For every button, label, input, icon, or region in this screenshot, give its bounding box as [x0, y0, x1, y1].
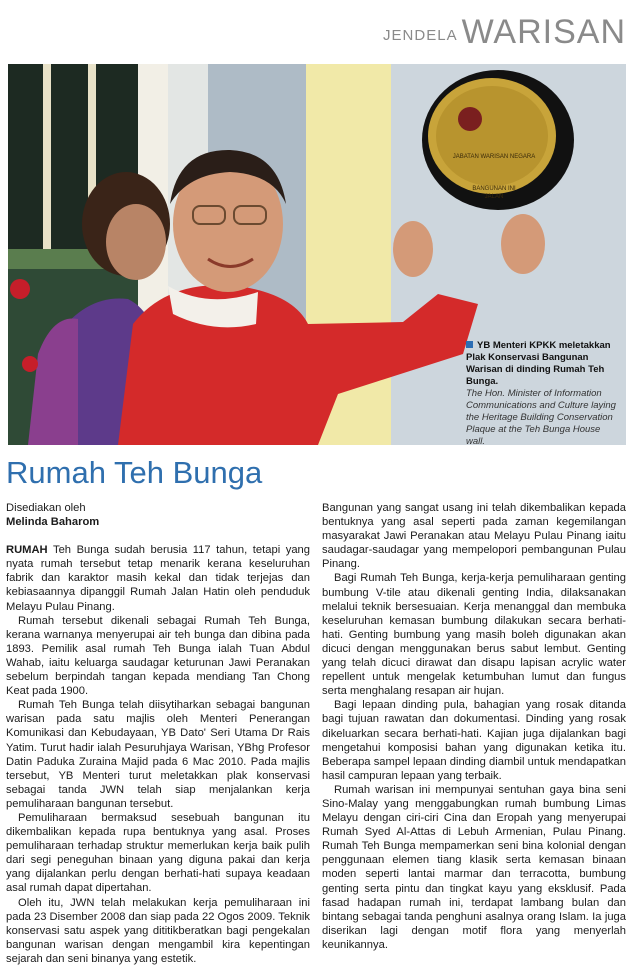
section-kicker: JENDELA [383, 27, 458, 44]
plaque-text-3: JALAN [484, 194, 504, 200]
section-brand: WARISAN [461, 13, 626, 51]
byline [6, 501, 310, 529]
plaque-text-2: BANGUNAN INI [472, 186, 516, 192]
magazine-section-header [383, 10, 626, 50]
paragraph: Bagi lepaan dinding pula, bahagian yang rosak ditanda bagi tujuan rawatan dan dokumentasi. Dinding yang rosak dikeluarkan secara berhati-hati. Kajian juga dijalankan bagi mengetahui komposisi bahan yang digunakan ketika itu. Beberapa sampel lepaan dinding diambil untuk mendapatkan hasil campuran lepaan yang terbaik. [322, 699, 626, 782]
paragraph: Pemuliharaan bermaksud sesebuah bangunan itu dikembalikan kepada rupa bentuknya yang asal. Proses pemuliharaan terhadap struktur memerlukan kerja baik pulih dari segi peneguhan binaan yang diguna pakai dan kerja yang dijalankan perlu dengan berhati-hati supaya keadaan asal rumah dapat dipertahan. [6, 811, 310, 895]
article-column-right [322, 501, 626, 952]
article-title: Rumah Teh Bunga [6, 455, 263, 490]
paragraph: Rumah tersebut dikenali sebagai Rumah Teh Bunga, kerana warnanya menyerupai air teh bunga dan dibina pada 1893. Pemilik asal rumah Teh Bunga ialah Tuan Abdul Wahab, iaitu keluarga saudagar keturunan Jawi Peranakan sebelum berpindah tangan kepada mendiang Tan Chong Keat pada 1900. [6, 614, 310, 698]
paragraph: Rumah Teh Bunga telah diisytiharkan sebagai bangunan warisan pada satu majlis oleh Menteri Penerangan Komunikasi dan Kebudayaan, YB Dato' Seri Utama Dr Rais Yatim. Turut hadir ialah Pesuruhjaya Warisan, YBhg Profesor Datin Paduka Zuraina Majid pada 6 Mac 2010. Pada majlis tersebut, YB Menteri turut meletakkan plak konservasi sebagai tanda JWN telah siap menjalankan kerja pemuliharaan bangunan tersebut. [6, 699, 310, 810]
photo-caption [466, 340, 618, 448]
caption-english: The Hon. Minister of Information Communications and Culture laying the Heritage Building Conservation Plaque at the Teh Bunga House wall. [466, 388, 616, 447]
plaque-text-1: JABATAN WARISAN NEGARA [452, 154, 536, 160]
lead-word: RUMAH [6, 544, 48, 557]
paragraph: Oleh itu, JWN telah melakukan kerja pemuliharaan ini pada 23 Disember 2008 dan siap pada 22 Ogos 2009. Teknik konservasi satu aspek yang dititikberatkan bagi pengekalan bangunan warisan dengan mengambil kira kepentingan sejarah dan seni binanya yang estetik. [6, 896, 310, 965]
caption-malay: YB Menteri KPKK meletakkan Plak Konservasi Bangunan Warisan di dinding Rumah Teh Bunga. [466, 340, 611, 387]
paragraph: Rumah warisan ini mempunyai sentuhan gaya bina seni Sino-Malay yang menggabungkan rumah bumbung Limas Melayu dengan ciri-ciri Cina dan Eropah yang menyerupai Rumah Syed Al-Attas di Lebuh Armenian, Pulau Pinang. Rumah Teh Bunga mempamerkan seni bina kolonial dengan penggunaan elemen tiang klasik serta kemasan binaan moden seperti lantai marmar dan terracotta, bumbung genting serta pintu dan tingkat kayu yang eksklusif. Pada fasad hadapan rumah ini, terdapat lambang bulan dan bintang sebagai tanda penghuni asalnya orang Islam. Ia juga diserikan lagi dengan motif flora yang menyerlah keunikannya. [322, 783, 626, 951]
article-column-left [6, 501, 310, 966]
byline-label: Disediakan oleh [6, 502, 86, 514]
paragraph: Bagi Rumah Teh Bunga, kerja-kerja pemuliharaan genting bumbung V-tile atau dikenali genting India, dilaksanakan melalui teknik bersesuaian. Kerja menanggal dan membuka keseluruhan kemasan bumbung dilakukan secara berhati-hati. Genting bumbung yang masih boleh digunakan akan dicuci dengan menggunakan berus sabut lembut. Genting yang telah dicuci dirawat dan disapu lapisan acrylic water repellent untuk mengelak ketumbuhan lumut dan fungus serta menghalang resapan air hujan. [322, 572, 626, 698]
paragraph: Bangunan yang sangat usang ini telah dikembalikan kepada bentuknya yang asal seperti pada zaman kegemilangan masyarakat Jawi Peranakan atau Melayu Pulau Pinang iaitu saudagar-saudagar yang mempelopori pembangunan Pulau Pinang. [322, 502, 626, 571]
caption-bullet-icon [466, 341, 473, 348]
paragraph: RUMAH Teh Bunga sudah berusia 117 tahun, tetapi yang nyata rumah tersebut tetap menarik kerana keseluruhan fabrik dan karaktor masih kekal dan tidak terjejas dan kebiasaannya dipanggil Rumah Jalan Hatin oleh penduduk Melayu Pulau Pinang. [6, 544, 310, 613]
byline-author: Melinda Baharom [6, 516, 100, 529]
